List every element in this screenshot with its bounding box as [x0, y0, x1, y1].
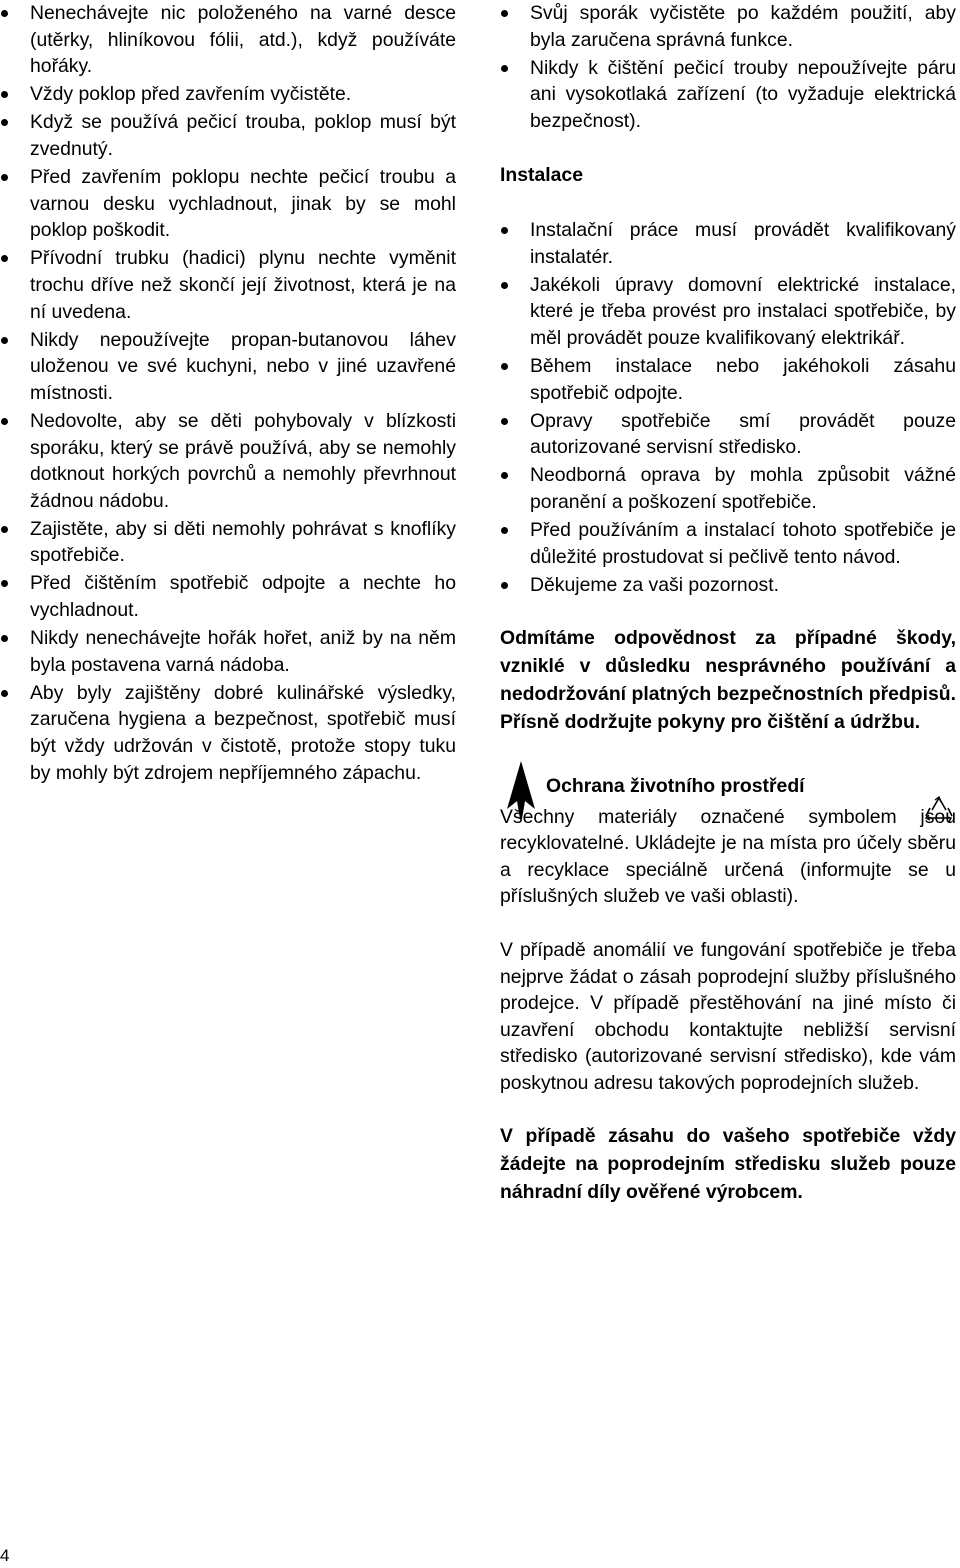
list-item: Opravy spotřebiče smí provádět pouze autorizované servisní středisko. — [500, 408, 956, 461]
list-item: Nenechávejte nic položeného na varné desce (utěrky, hliníkovou fólii, atd.), když používáte hořáky. — [0, 0, 456, 80]
list-item: Před čištěním spotřebič odpojte a nechte ho vychladnout. — [0, 570, 456, 623]
right-column — [500, 0, 956, 1206]
list-item: Vždy poklop před zavřením vyčistěte. — [0, 81, 456, 108]
anomaly-text: V případě anomálií ve fungování spotřebiče je třeba nejprve žádat o zásah poprodejní služby příslušného prodejce. V případě přestěhování na jiné místo či uzavření obchodu kontaktujte nebližší servisní středisko (autorizované servisní středisko), kde vám poskytnou adresu takových poprodejních služeb. — [500, 938, 956, 1094]
installation-heading: Instalace — [500, 164, 583, 187]
recycle-icon — [924, 796, 954, 822]
list-item: Během instalace nebo jakéhokoli zásahu spotřebič odpojte. — [500, 353, 956, 406]
recycle-text: Všechny materiály označené symbolem jsou recyklovatelné. Ukládejte je na místa pro účely sběru a recyklace speciálně určená (informujte se u příslušných služeb ve vaši oblasti). — [500, 805, 956, 908]
environment-heading: Ochrana životního prostředí — [546, 774, 805, 797]
left-column — [0, 0, 456, 788]
page-number: 4 — [0, 1546, 10, 1565]
safety-list — [0, 0, 456, 786]
list-item: Před používáním a instalací tohoto spotřebiče je důležité prostudovat si pečlivě tento návod. — [500, 517, 956, 570]
cleaning-list — [500, 0, 956, 134]
parts-text: V případě zásahu do vašeho spotřebiče vždy žádejte na poprodejním středisku služeb pouze náhradní díly ověřené výrobcem. — [500, 1124, 956, 1203]
disclaimer: Odmítáme odpovědnost za případné škody, vzniklé v důsledku nesprávného používání a nedodržování platných bezpečnostních předpisů. Přísně dodržujte pokyny pro čištění a údržbu. — [500, 627, 956, 733]
list-item: Instalační práce musí provádět kvalifikovaný instalatér. — [500, 217, 956, 270]
list-item: Zajistěte, aby si děti nemohly pohrávat s knoflíky spotřebiče. — [0, 516, 456, 569]
list-item: Nikdy nepoužívejte propan-butanovou láhev uloženou ve své kuchyni, nebo v jiné uzavřené místnosti. — [0, 327, 456, 407]
list-item: Děkujeme za vaši pozornost. — [500, 572, 956, 599]
list-item: Nikdy nenechávejte hořák hořet, aniž by na něm byla postavena varná nádoba. — [0, 625, 456, 678]
list-item: Přívodní trubku (hadici) plynu nechte vyměnit trochu dříve než skončí její životnost, která je na ní uvedena. — [0, 245, 456, 325]
list-item: Před zavřením poklopu nechte pečicí troubu a varnou desku vychladnout, jinak by se mohl poklop poškodit. — [0, 164, 456, 244]
recycle-paragraph-wrap — [500, 804, 956, 910]
list-item: Svůj sporák vyčistěte po každém použití, aby byla zaručena správná funkce. — [500, 0, 956, 53]
installation-list — [500, 217, 956, 598]
list-item: Nedovolte, aby se děti pohybovaly v blízkosti sporáku, který se právě používá, aby se nemohly dotknout horkých povrchů a nemohly převrhnout žádnou nádobu. — [0, 408, 456, 514]
list-item: Když se používá pečicí trouba, poklop musí být zvednutý. — [0, 109, 456, 162]
list-item: Aby byly zajištěny dobré kulinářské výsledky, zaručena hygiena a bezpečnost, spotřebič musí být vždy udržován v čistotě, protože stopy tuku by mohly být zdrojem nepříjemného zápachu. — [0, 680, 456, 786]
list-item: Jakékoli úpravy domovní elektrické instalace, které je třeba provést pro instalaci spotřebiče, by měl provádět pouze kvalifikovaný elektrikář. — [500, 272, 956, 352]
list-item: Neodborná oprava by mohla způsobit vážné poranění a poškození spotřebiče. — [500, 462, 956, 515]
list-item: Nikdy k čištění pečicí trouby nepoužívejte páru ani vysokotlaká zařízení (to vyžaduje elektrická bezpečnost). — [500, 55, 956, 135]
